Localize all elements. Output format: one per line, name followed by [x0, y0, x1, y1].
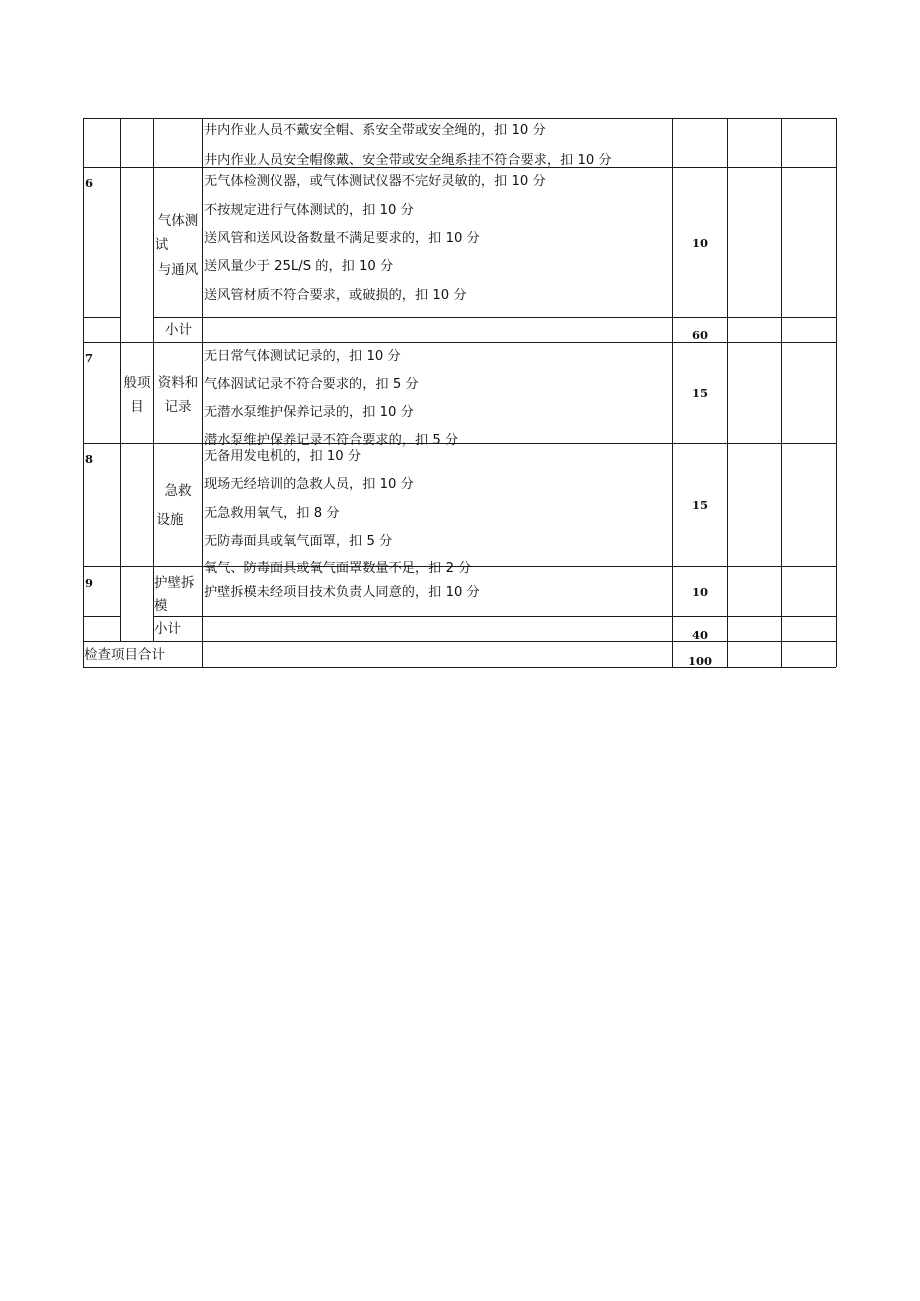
subtotal-points: 40 — [691, 628, 708, 642]
criterion: 无潜水泵维护保养记录的，扣 10 分 — [204, 405, 414, 420]
points: 15 — [691, 498, 708, 512]
item-name: 资料和 — [157, 375, 199, 391]
criterion: 送风管和送风设备数量不满足要求的，扣 10 分 — [204, 231, 480, 246]
grid-line — [153, 317, 836, 318]
criterion: 氧气、防毒面具或氧气面罩数量不足，扣 2 分 — [204, 561, 472, 576]
item-name: 记录 — [164, 399, 192, 415]
subtotal-label: 小计 — [165, 322, 192, 338]
criterion: 送风管材质不符合要求，或破损的，扣 10 分 — [204, 288, 467, 303]
criterion: 护壁拆模未经项目技术负责人同意的，扣 10 分 — [204, 585, 480, 600]
criterion: 无防毒面具或氧气面罩，扣 5 分 — [204, 534, 393, 549]
points: 10 — [691, 585, 708, 599]
criterion: 现场无经培训的急救人员，扣 10 分 — [204, 477, 414, 492]
criterion: 气体泅试记录不符合要求的，扣 5 分 — [204, 377, 419, 392]
category-label: 般项 — [123, 375, 151, 391]
row-number: 8 — [85, 452, 94, 466]
grid-line — [727, 118, 728, 667]
item-name: 急救 — [164, 483, 192, 499]
item-name: 气体测 — [157, 213, 199, 229]
subtotal-label: 小计 — [154, 621, 181, 637]
item-name: 试 — [154, 237, 169, 253]
criterion: 井内作业人员不戴安全帽、系安全带或安全绳的，扣 10 分 — [204, 123, 546, 138]
category-label: 目 — [130, 399, 144, 415]
criterion: 送风量少于 25L/S 的，扣 10 分 — [204, 259, 394, 274]
criterion: 井内作业人员安全帽像戴、安全带或安全绳系挂不符合要求，扣 10 分 — [204, 153, 612, 168]
total-points: 100 — [687, 654, 712, 668]
grid-line — [83, 118, 84, 667]
grid-line — [83, 317, 120, 318]
criterion: 无日常气体测试记录的，扣 10 分 — [204, 349, 401, 364]
grid-line — [836, 118, 837, 667]
row-number: 7 — [85, 351, 94, 365]
criterion: 潜水泵维护保养记录不符合要求的，扣 5 分 — [204, 433, 459, 448]
grid-line — [83, 616, 120, 617]
grid-line — [781, 118, 782, 667]
criterion: 无备用发电机的，扣 10 分 — [204, 449, 362, 464]
criterion: 无急救用氧气，扣 8 分 — [204, 506, 340, 521]
item-name: 设施 — [156, 512, 184, 528]
row-number: 6 — [85, 176, 94, 190]
criterion: 不按规定进行气体测试的，扣 10 分 — [204, 203, 414, 218]
total-label: 检查项目合计 — [84, 647, 165, 663]
item-name: 与通风 — [157, 262, 199, 278]
subtotal-points: 60 — [691, 328, 708, 342]
criterion: 无气体检测仪器，或气体测试仪器不完好灵敏的，扣 10 分 — [204, 174, 546, 189]
item-name: 模 — [154, 598, 168, 614]
row-number: 9 — [85, 576, 94, 590]
item-name: 护壁拆 — [154, 575, 195, 591]
points: 10 — [691, 236, 708, 250]
grid-line — [153, 616, 836, 617]
points: 15 — [691, 386, 708, 400]
